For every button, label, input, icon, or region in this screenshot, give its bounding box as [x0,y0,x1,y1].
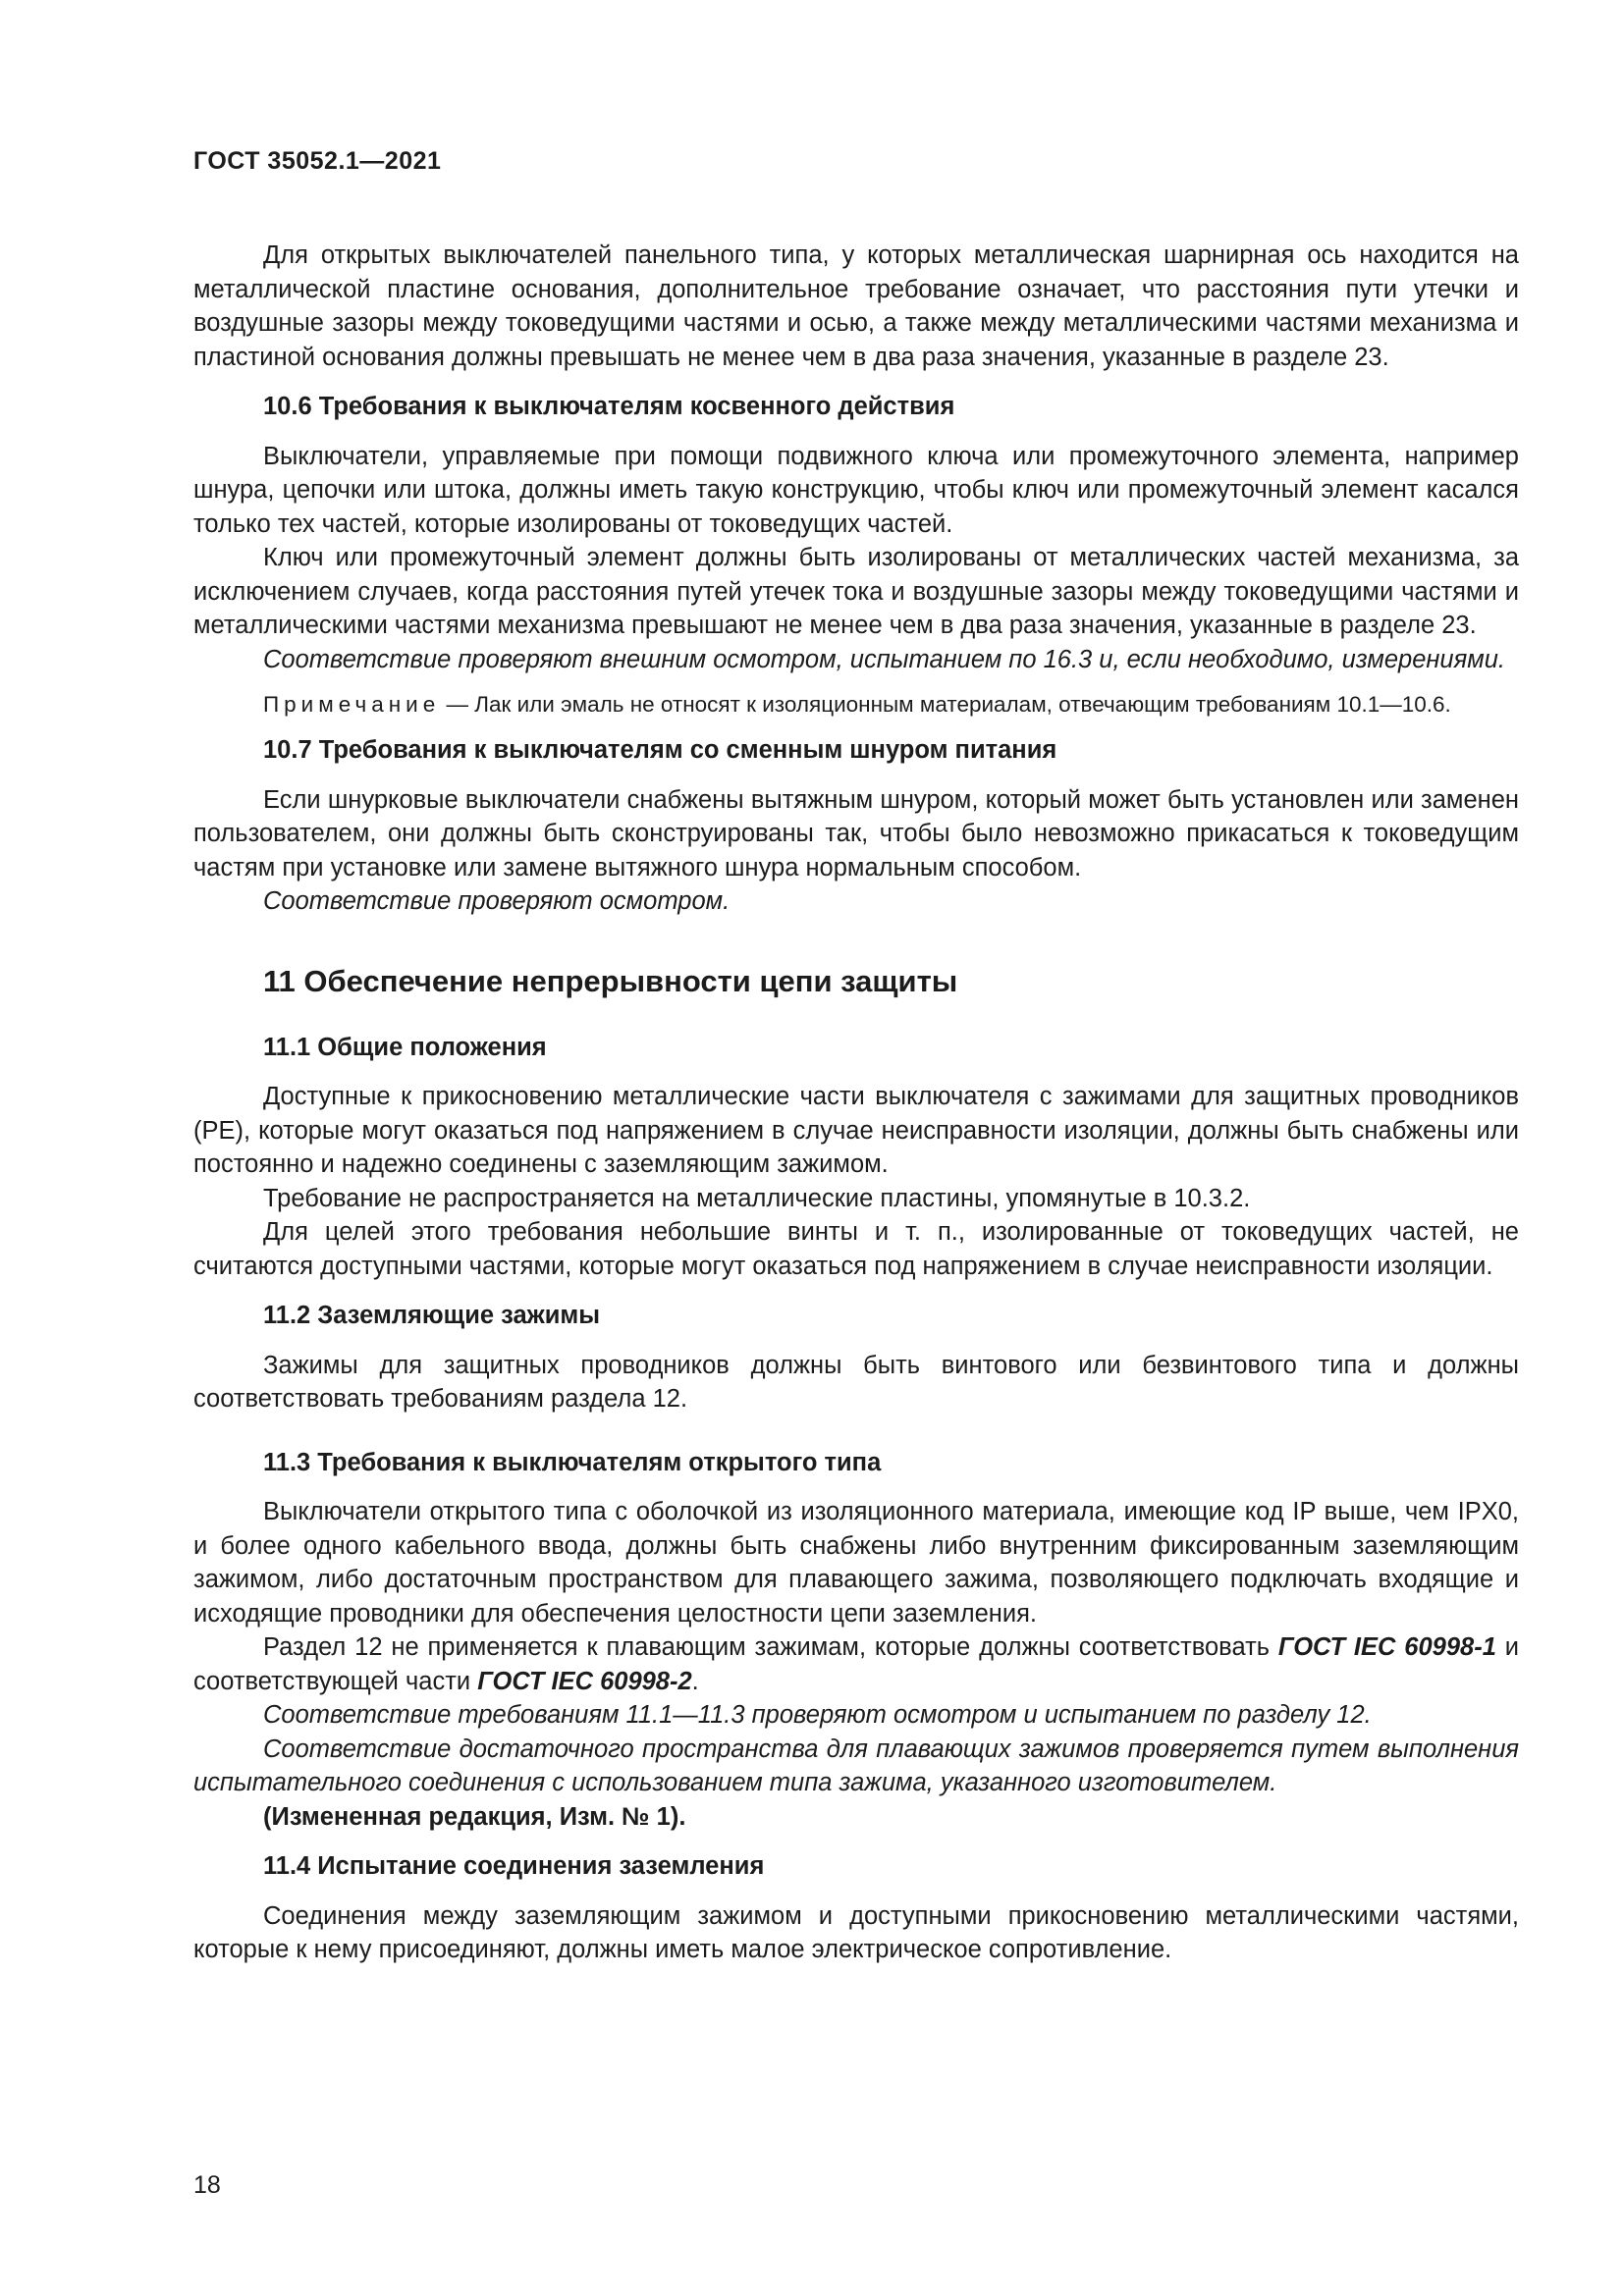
paragraph: Для целей этого требования небольшие винты и т. п., изолированные от токоведущих частей, не считаются доступными частями, которые могут оказаться под напряжением в случае неисправности изоляции. [193,1218,1519,1280]
section-heading-11: 11 Обеспечение непрерывности цепи защиты [263,963,958,998]
amendment-note: (Измененная редакция, Изм. № 1). [263,1802,686,1831]
compliance-paragraph: Соответствие требованиям 11.1—11.3 проверяют осмотром и испытанием по разделу 12. [263,1701,1372,1729]
paragraph: Выключатели, управляемые при помощи подвижного ключа или промежуточного элемента, например шнура, цепочки или штока, должны иметь такую конструкцию, чтобы ключ или промежуточный элемент касался только тех частей, которые изолированы от токоведущих частей. [193,442,1519,538]
note-text: — Лак или эмаль не относят к изоляционным материалам, отвечающим требованиям 10.1—10.6. [440,692,1451,717]
document-page [193,147,1519,1967]
compliance-paragraph: Соответствие проверяют внешним осмотром, испытанием по 16.3 и, если необходимо, измерениями. [263,645,1505,673]
paragraph: Требование не распространяется на металлические пластины, упомянутые в 10.3.2. [263,1184,1251,1212]
standard-reference: ГОСТ IEC 60998-1 [1277,1633,1496,1661]
paragraph-with-references [193,1630,1519,1698]
paragraph: Ключ или промежуточный элемент должны быть изолированы от металлических частей механизма, за исключением случаев, когда расстояния путей утечек тока и воздушные зазоры между токоведущими частями и металлическими частями механизма превышают не менее чем в два раза значения, указанные в разделе 23. [193,544,1519,639]
note [193,688,1519,721]
note-label: Примечание [263,692,441,717]
page-number: 18 [193,2171,221,2199]
paragraph: Для открытых выключателей панельного типа, у которых металлическая шарнирная ось находится на металлической пластине основания, дополнительное требование означает, что расстояния пути утечки и воздушные зазоры между токоведущими частями и осью, а также между металлическими частями механизма и пластиной основания должны превышать не менее чем в два раза значения, указанные в разделе 23. [193,241,1519,371]
paragraph: Соединения между заземляющим зажимом и доступными прикосновению металлическими частями, которые к нему присоединяют, должны иметь малое электрическое сопротивление. [193,1901,1519,1963]
compliance-paragraph: Соответствие проверяют осмотром. [263,887,731,915]
paragraph: Доступные к прикосновению металлические части выключателя с зажимами для защитных проводников (PE), которые могут оказаться под напряжением в случае неисправности изоляции, должны быть снабжены или постоянно и надежно соединены с заземляющим зажимом. [193,1083,1519,1178]
section-heading-10-6: 10.6 Требования к выключателям косвенного действия [263,393,955,420]
document-header: ГОСТ 35052.1—2021 [193,147,442,175]
text-span: Раздел 12 не применяется к плавающим зажимам, которые должны соответствовать [263,1633,1278,1661]
paragraph: Выключатели открытого типа с оболочкой из изоляционного материала, имеющие код IP выше, чем IPX0, и более одного кабельного ввода, должны быть снабжены либо внутренним фиксированным заземляющим зажимом, либо достаточным пространством для плавающего зажима, позволяющего подключать входящие и исходящие проводники для обеспечения целостности цепи заземления. [193,1498,1520,1628]
text-span: . [691,1667,699,1695]
section-heading-11-2: 11.2 Заземляющие зажимы [263,1302,601,1329]
section-heading-11-1: 11.1 Общие положения [263,1033,547,1061]
compliance-paragraph: Соответствие достаточного пространства для плавающих зажимов проверяется путем выполнения испытательного соединения с использованием типа зажима, указанного изготовителем. [193,1735,1519,1796]
paragraph: Если шнурковые выключатели снабжены вытяжным шнуром, который может быть установлен или заменен пользователем, они должны быть сконструированы так, чтобы было невозможно прикасаться к токоведущим частям при установке или замене вытяжного шнура нормальным способом. [193,785,1519,881]
section-heading-11-3: 11.3 Требования к выключателям открытого типа [263,1448,882,1476]
standard-reference: ГОСТ IEC 60998-2 [477,1667,692,1695]
section-heading-11-4: 11.4 Испытание соединения заземления [263,1852,765,1880]
section-heading-10-7: 10.7 Требования к выключателям со сменным шнуром питания [263,736,1057,764]
paragraph: Зажимы для защитных проводников должны быть винтового или безвинтового типа и должны соответствовать требованиям раздела 12. [193,1351,1519,1413]
text-span: и соответствующей части [193,1633,1519,1695]
